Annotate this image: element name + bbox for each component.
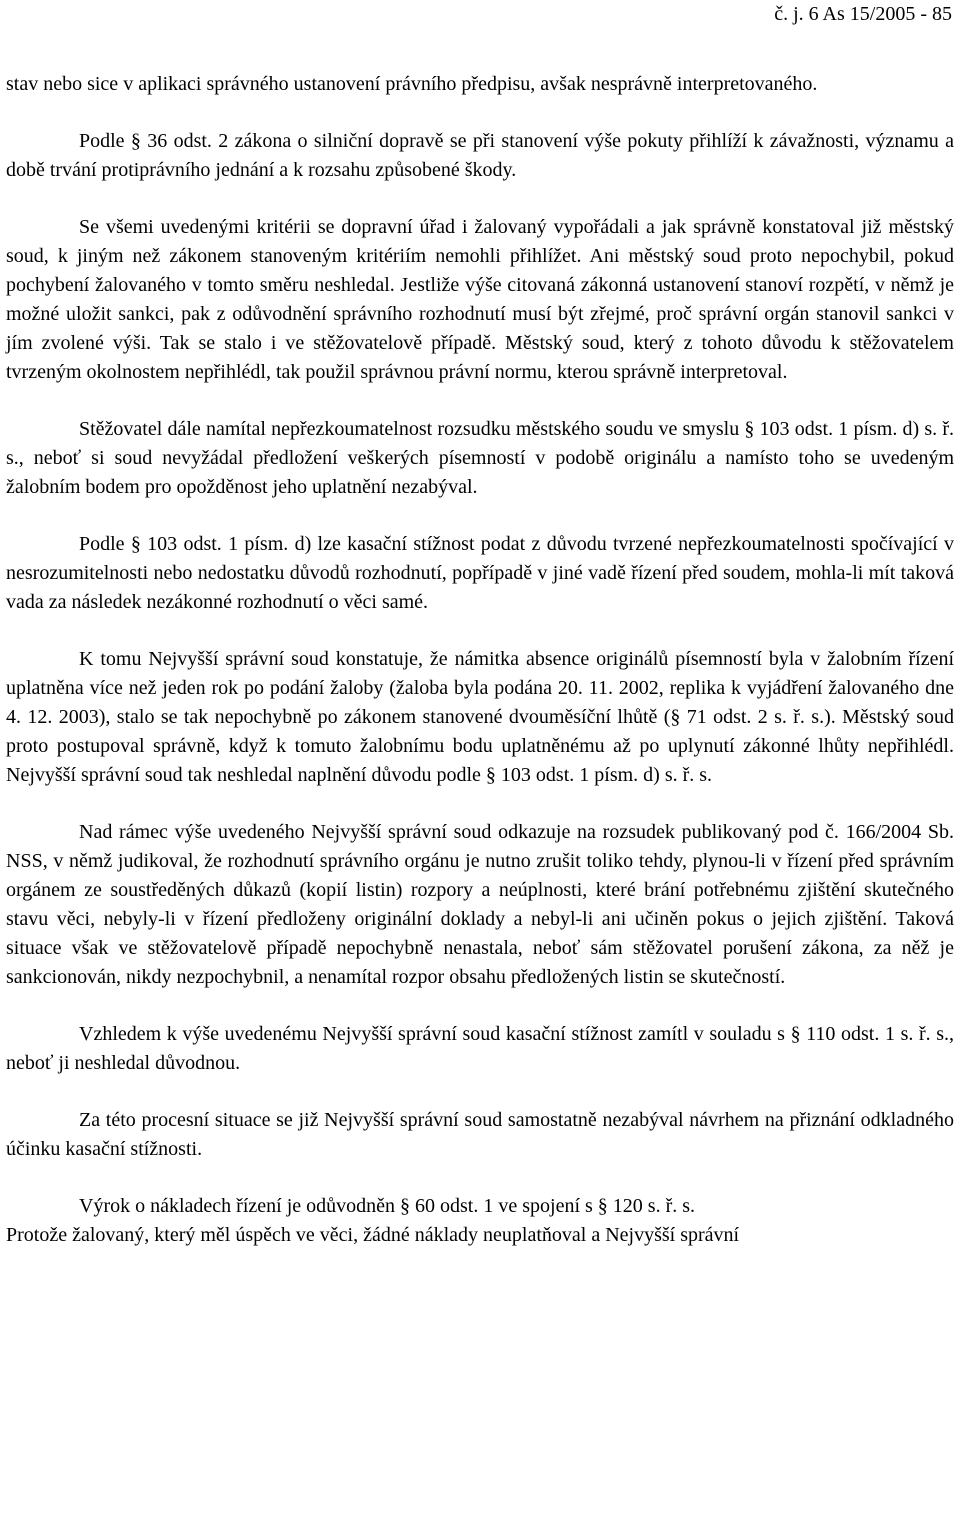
paragraph-9: Za této procesní situace se již Nejvyšší správní soud samostatně nezabýval návrhem na přiznání odkladného účinku kasační stížnosti. [6,1109,954,1160]
paragraph-1: stav nebo sice v aplikaci správného ustanovení právního předpisu, avšak nesprávně interpretovaného. [6,73,818,95]
paragraph-6: K tomu Nejvyšší správní soud konstatuje, že námitka absence originálů písemností byla v žalobním řízení uplatněna více než jeden rok po podání žaloby (žaloba byla podána 20. 11. 2002, replika k vyjádření žalovaného dne 4. 12. 2003), stalo se tak nepochybně po zákonem stanovené dvouměsíční lhůtě (§ 71 odst. 2 s. ř. s.). Městský soud proto postupoval správně, když k tomuto žalobnímu bodu uplatněnému až po uplynutí zákonné lhůty nepřihlédl. Nejvyšší správní soud tak neshledal naplnění důvodu podle § 103 odst. 1 písm. d) s. ř. s. [6,648,954,786]
document-body [6,70,954,1250]
paragraph-11: Protože žalovaný, který měl úspěch ve věci, žádné náklady neuplatňoval a Nejvyšší správní [6,1224,740,1246]
paragraph-2: Podle § 36 odst. 2 zákona o silniční dopravě se při stanovení výše pokuty přihlíží k závažnosti, významu a době trvání protiprávního jednání a k rozsahu způsobené škody. [6,130,954,181]
paragraph-7: Nad rámec výše uvedeného Nejvyšší správní soud odkazuje na rozsudek publikovaný pod č. 166/2004 Sb. NSS, v němž judikoval, že rozhodnutí správního orgánu je nutno zrušit toliko tehdy, plynou-li v řízení před správním orgánem ze soustředěných důkazů (kopií listin) rozpory a neúplnosti, které brání potřebnému zjištění skutečného stavu věci, nebyly-li v řízení předloženy originální doklady a nebyl-li ani učiněn pokus o jejich zjištění. Taková situace však ve stěžovatelově případě nepochybně nenastala, neboť sám stěžovatel porušení zákona, za něž je sankcionován, nikdy nezpochybnil, a nenamítal rozpor obsahu předložených listin se skutečností. [6,821,954,988]
paragraph-5: Podle § 103 odst. 1 písm. d) lze kasační stížnost podat z důvodu tvrzené nepřezkoumatelnosti spočívající v nesrozumitelnosti nebo nedostatku důvodů rozhodnutí, popřípadě v jiné vadě řízení před soudem, mohla-li mít taková vada za následek nezákonné rozhodnutí o věci samé. [6,533,954,613]
paragraph-10: Výrok o nákladech řízení je odůvodněn § 60 odst. 1 ve spojení s § 120 s. ř. s. [79,1195,696,1217]
paragraph-4: Stěžovatel dále namítal nepřezkoumatelnost rozsudku městského soudu ve smyslu § 103 odst. 1 písm. d) s. ř. s., neboť si soud nevyžádal předložení veškerých písemností v podobě originálu a namísto toho se uvedeným žalobním bodem pro opožděnost jeho uplatnění nezabýval. [6,418,954,498]
case-reference-header: č. j. 6 As 15/2005 - 85 [774,3,952,25]
paragraph-8: Vzhledem k výše uvedenému Nejvyšší správní soud kasační stížnost zamítl v souladu s § 110 odst. 1 s. ř. s., neboť ji neshledal důvodnou. [6,1023,954,1074]
paragraph-3: Se všemi uvedenými kritérii se dopravní úřad i žalovaný vypořádali a jak správně konstatoval již městský soud, k jiným než zákonem stanoveným kritériím nemohli přihlížet. Ani městský soud proto nepochybil, pokud pochybení žalovaného v tomto směru neshledal. Jestliže výše citovaná zákonná ustanovení stanoví rozpětí, v němž je možné uložit sankci, pak z odůvodnění správního rozhodnutí musí být zřejmé, proč správní orgán stanovil sankci v jím zvolené výši. Tak se stalo i ve stěžovatelově případě. Městský soud, který z tohoto důvodu k stěžovatelem tvrzeným okolnostem nepřihlédl, tak použil správnou právní normu, kterou správně interpretoval. [6,216,954,383]
